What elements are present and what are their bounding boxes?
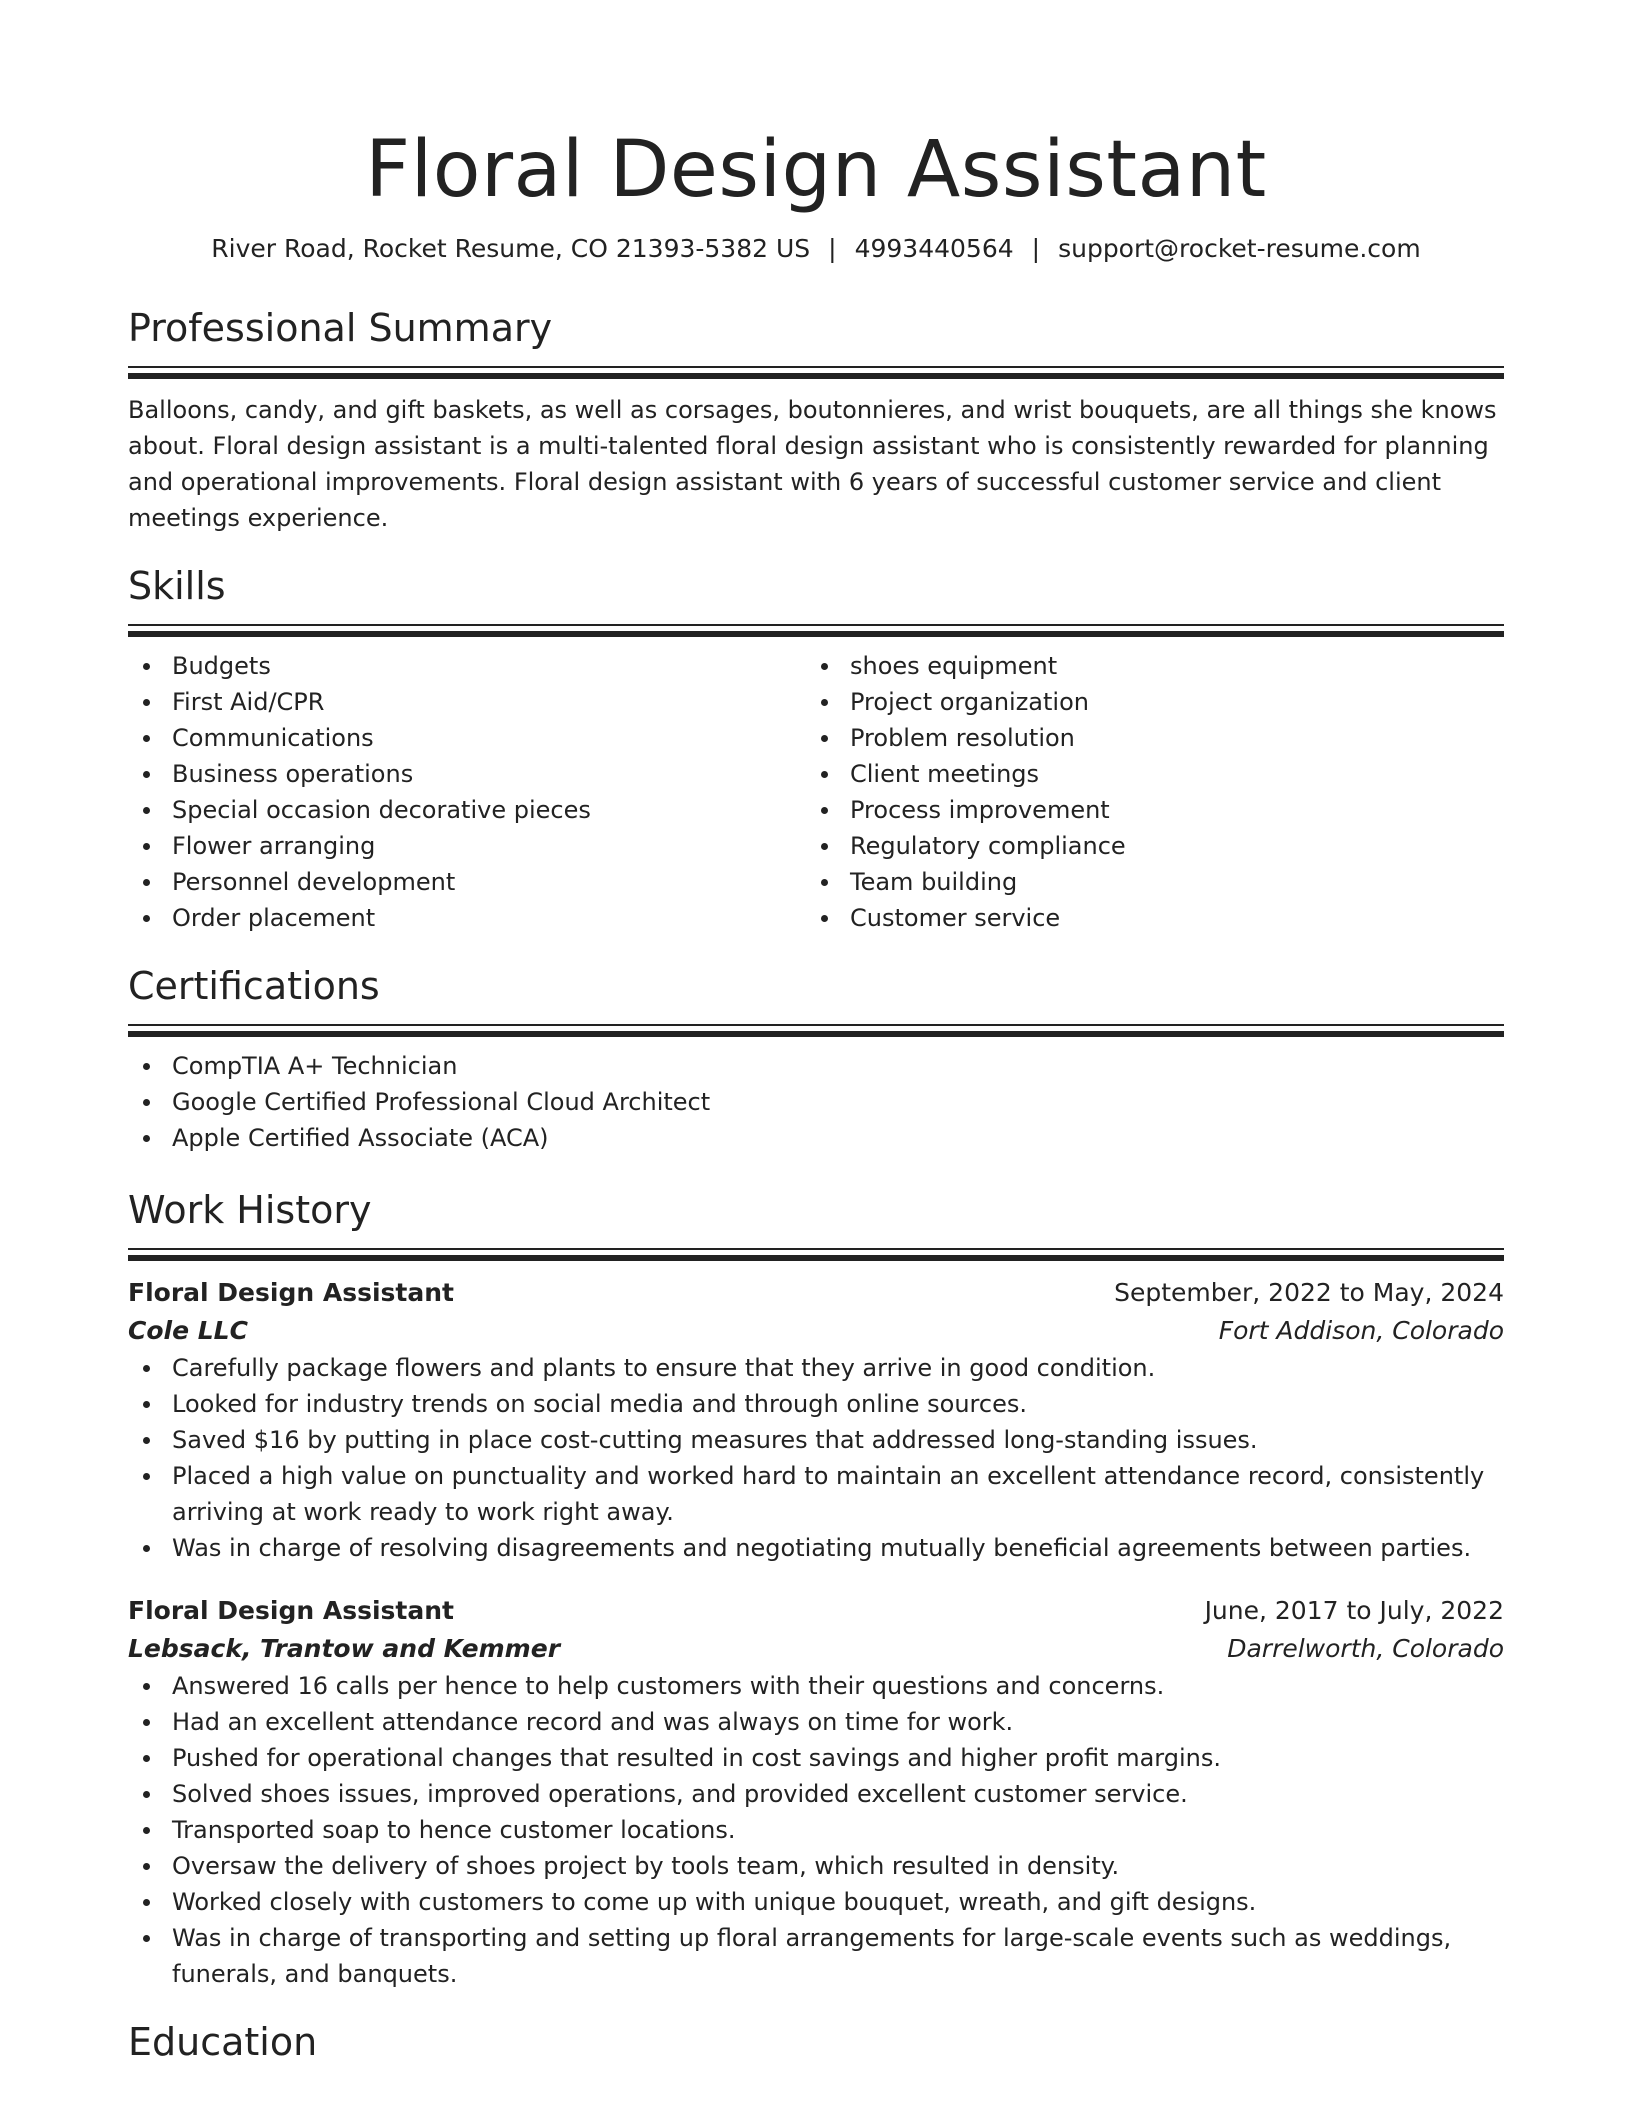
skill-item: Problem resolution [806, 720, 1484, 756]
skill-item: Process improvement [806, 792, 1484, 828]
section-title-certifications: Certifications [128, 964, 380, 1008]
job-bullet: Worked closely with customers to come up with unique bouquet, wreath, and gift designs. [128, 1884, 1504, 1920]
skill-item: Order placement [128, 900, 806, 936]
section-title-education: Education [128, 2020, 318, 2064]
job-bullet: Answered 16 calls per hence to help customers with their questions and concerns. [128, 1668, 1504, 1704]
section-title-skills: Skills [128, 564, 226, 608]
skill-item: Flower arranging [128, 828, 806, 864]
skill-item: Personnel development [128, 864, 806, 900]
job-bullet: Was in charge of transporting and setting up floral arrangements for large-scale events such as weddings, funerals, and banquets. [128, 1920, 1504, 1992]
job-dates: September, 2022 to May, 2024 [1114, 1278, 1504, 1307]
skill-item: Customer service [806, 900, 1484, 936]
job-subheader [128, 1312, 1504, 1350]
job-header [128, 1274, 1504, 1312]
certifications-section [128, 962, 1504, 1156]
skills-list-right [806, 648, 1484, 936]
skills-grid [128, 648, 1504, 936]
contact-email: support@rocket-resume.com [1058, 234, 1421, 263]
skill-item: Communications [128, 720, 806, 756]
skill-item: Special occasion decorative pieces [128, 792, 806, 828]
skill-item: Client meetings [806, 756, 1484, 792]
certification-item: Apple Certified Associate (ACA) [128, 1120, 1504, 1156]
job-entry [128, 1592, 1504, 1992]
job-company: Lebsack, Trantow and Kemmer [128, 1634, 561, 1663]
skill-item: Project organization [806, 684, 1484, 720]
job-bullet: Pushed for operational changes that resulted in cost savings and higher profit margins. [128, 1740, 1504, 1776]
skill-item: Regulatory compliance [806, 828, 1484, 864]
job-bullet: Transported soap to hence customer locations. [128, 1812, 1504, 1848]
resume-page [128, 0, 1504, 2066]
certification-item: Google Certified Professional Cloud Architect [128, 1084, 1504, 1120]
work-history-section [128, 1186, 1504, 1992]
job-bullet-list [128, 1668, 1504, 1992]
job-bullet: Carefully package flowers and plants to ensure that they arrive in good condition. [128, 1350, 1504, 1386]
skills-list-left [128, 648, 806, 936]
job-title: Floral Design Assistant [128, 1278, 454, 1307]
skills-section [128, 562, 1504, 936]
job-bullet: Oversaw the delivery of shoes project by tools team, which resulted in density. [128, 1848, 1504, 1884]
section-divider [128, 1248, 1504, 1260]
job-dates: June, 2017 to July, 2022 [1204, 1596, 1504, 1625]
certifications-list [128, 1048, 1504, 1156]
section-title-work-history: Work History [128, 1188, 372, 1232]
job-bullet: Solved shoes issues, improved operations, and provided excellent customer service. [128, 1776, 1504, 1812]
job-location: Darrelworth, Colorado [1227, 1634, 1504, 1663]
contact-address: River Road, Rocket Resume, CO 21393-5382 US [211, 234, 811, 263]
job-subheader [128, 1630, 1504, 1668]
job-bullet: Was in charge of resolving disagreements and negotiating mutually beneficial agreements between parties. [128, 1530, 1504, 1566]
job-title: Floral Design Assistant [128, 1596, 454, 1625]
education-section [128, 2018, 1504, 2066]
summary-section [128, 304, 1504, 536]
job-bullet-list [128, 1350, 1504, 1566]
job-header [128, 1592, 1504, 1630]
certification-item: CompTIA A+ Technician [128, 1048, 1504, 1084]
job-company: Cole LLC [128, 1316, 248, 1345]
job-entry [128, 1274, 1504, 1566]
contact-line [128, 232, 1504, 266]
resume-name: Floral Design Assistant [365, 125, 1267, 215]
contact-phone: 4993440564 [854, 234, 1014, 263]
section-divider [128, 1024, 1504, 1036]
section-divider [128, 624, 1504, 636]
section-title-summary: Professional Summary [128, 306, 553, 350]
skill-item: First Aid/CPR [128, 684, 806, 720]
job-bullet: Had an excellent attendance record and was always on time for work. [128, 1704, 1504, 1740]
contact-separator: | [828, 234, 837, 263]
skill-item: Budgets [128, 648, 806, 684]
job-bullet: Looked for industry trends on social media and through online sources. [128, 1386, 1504, 1422]
contact-separator: | [1031, 234, 1041, 263]
job-location: Fort Addison, Colorado [1218, 1316, 1504, 1345]
job-bullet: Saved $16 by putting in place cost-cutting measures that addressed long-standing issues. [128, 1422, 1504, 1458]
section-divider [128, 366, 1504, 378]
skill-item: Team building [806, 864, 1484, 900]
job-bullet: Placed a high value on punctuality and worked hard to maintain an excellent attendance record, consistently arriving at work ready to work right away. [128, 1458, 1504, 1530]
summary-text: Balloons, candy, and gift baskets, as well as corsages, boutonnieres, and wrist bouquets, are all things she knows about. Floral design assistant is a multi-talented floral design assistant who is consistently rewarded for planning and operational improvements. Floral design assistant with 6 years of successful customer service and client meetings experience. [128, 396, 1497, 532]
skill-item: shoes equipment [806, 648, 1484, 684]
skill-item: Business operations [128, 756, 806, 792]
